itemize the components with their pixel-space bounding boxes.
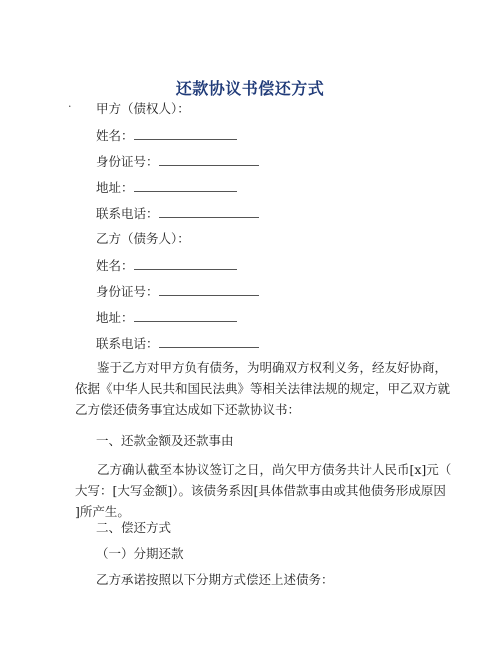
- bullet-marker: ·: [68, 100, 72, 113]
- section-1-line: ]所产生。: [75, 504, 130, 519]
- party-a-address-blank: [134, 178, 237, 192]
- party-a-address-field: [96, 178, 237, 197]
- party-b-id-blank: [159, 282, 259, 296]
- party-a-phone-blank: [159, 204, 259, 218]
- intro-paragraph: [75, 357, 451, 420]
- section-2-text: 乙方承诺按照以下分期方式偿还上述债务：: [96, 572, 334, 587]
- party-b-phone-blank: [159, 334, 259, 348]
- party-b-phone-field: [96, 334, 259, 353]
- section-1-line: 大写：[大写金额]）。该债务系因[具体借款事由或其他债务形成原因: [75, 483, 446, 498]
- party-a-phone-field: [96, 204, 259, 223]
- party-a-name-field: [96, 126, 237, 145]
- party-b-id-field: [96, 282, 259, 301]
- party-a-heading: 甲方（债权人）：: [96, 101, 190, 116]
- party-a-id-label: 身份证号：: [96, 154, 159, 169]
- section-1-paragraph: [75, 459, 452, 522]
- party-a-phone-label: 联系电话：: [96, 206, 159, 221]
- party-b-name-field: [96, 256, 237, 275]
- document-title: 还款协议书偿还方式: [175, 79, 325, 98]
- section-2-subheading: （一）分期还款: [96, 546, 184, 561]
- party-b-phone-label: 联系电话：: [96, 336, 159, 351]
- party-b-heading: 乙方（债务人）：: [96, 231, 190, 246]
- party-b-name-label: 姓名：: [96, 258, 134, 273]
- party-a-name-label: 姓名：: [96, 128, 134, 143]
- intro-line: 鉴于乙方对甲方负有债务，为明确双方权利义务，经友好协商，: [97, 360, 448, 375]
- intro-line: 依据《中华人民共和国民法典》等相关法律法规的规定，甲乙双方就: [75, 381, 451, 396]
- party-a-id-field: [96, 152, 259, 171]
- section-1-line: 乙方确认截至本协议签订之日，尚欠甲方债务共计人民币[x]元（: [97, 462, 452, 477]
- party-b-name-blank: [134, 256, 237, 270]
- intro-line: 乙方偿还债务事宜达成如下还款协议书：: [75, 402, 301, 417]
- party-b-address-blank: [134, 308, 237, 322]
- party-a-name-blank: [134, 126, 237, 140]
- party-b-address-label: 地址：: [96, 310, 134, 325]
- party-b-address-field: [96, 308, 237, 327]
- party-a-id-blank: [159, 152, 259, 166]
- section-2-heading: 二、偿还方式: [96, 520, 172, 535]
- section-1-heading: 一、还款金额及还款事由: [96, 433, 234, 448]
- party-b-id-label: 身份证号：: [96, 284, 159, 299]
- party-a-address-label: 地址：: [96, 180, 134, 195]
